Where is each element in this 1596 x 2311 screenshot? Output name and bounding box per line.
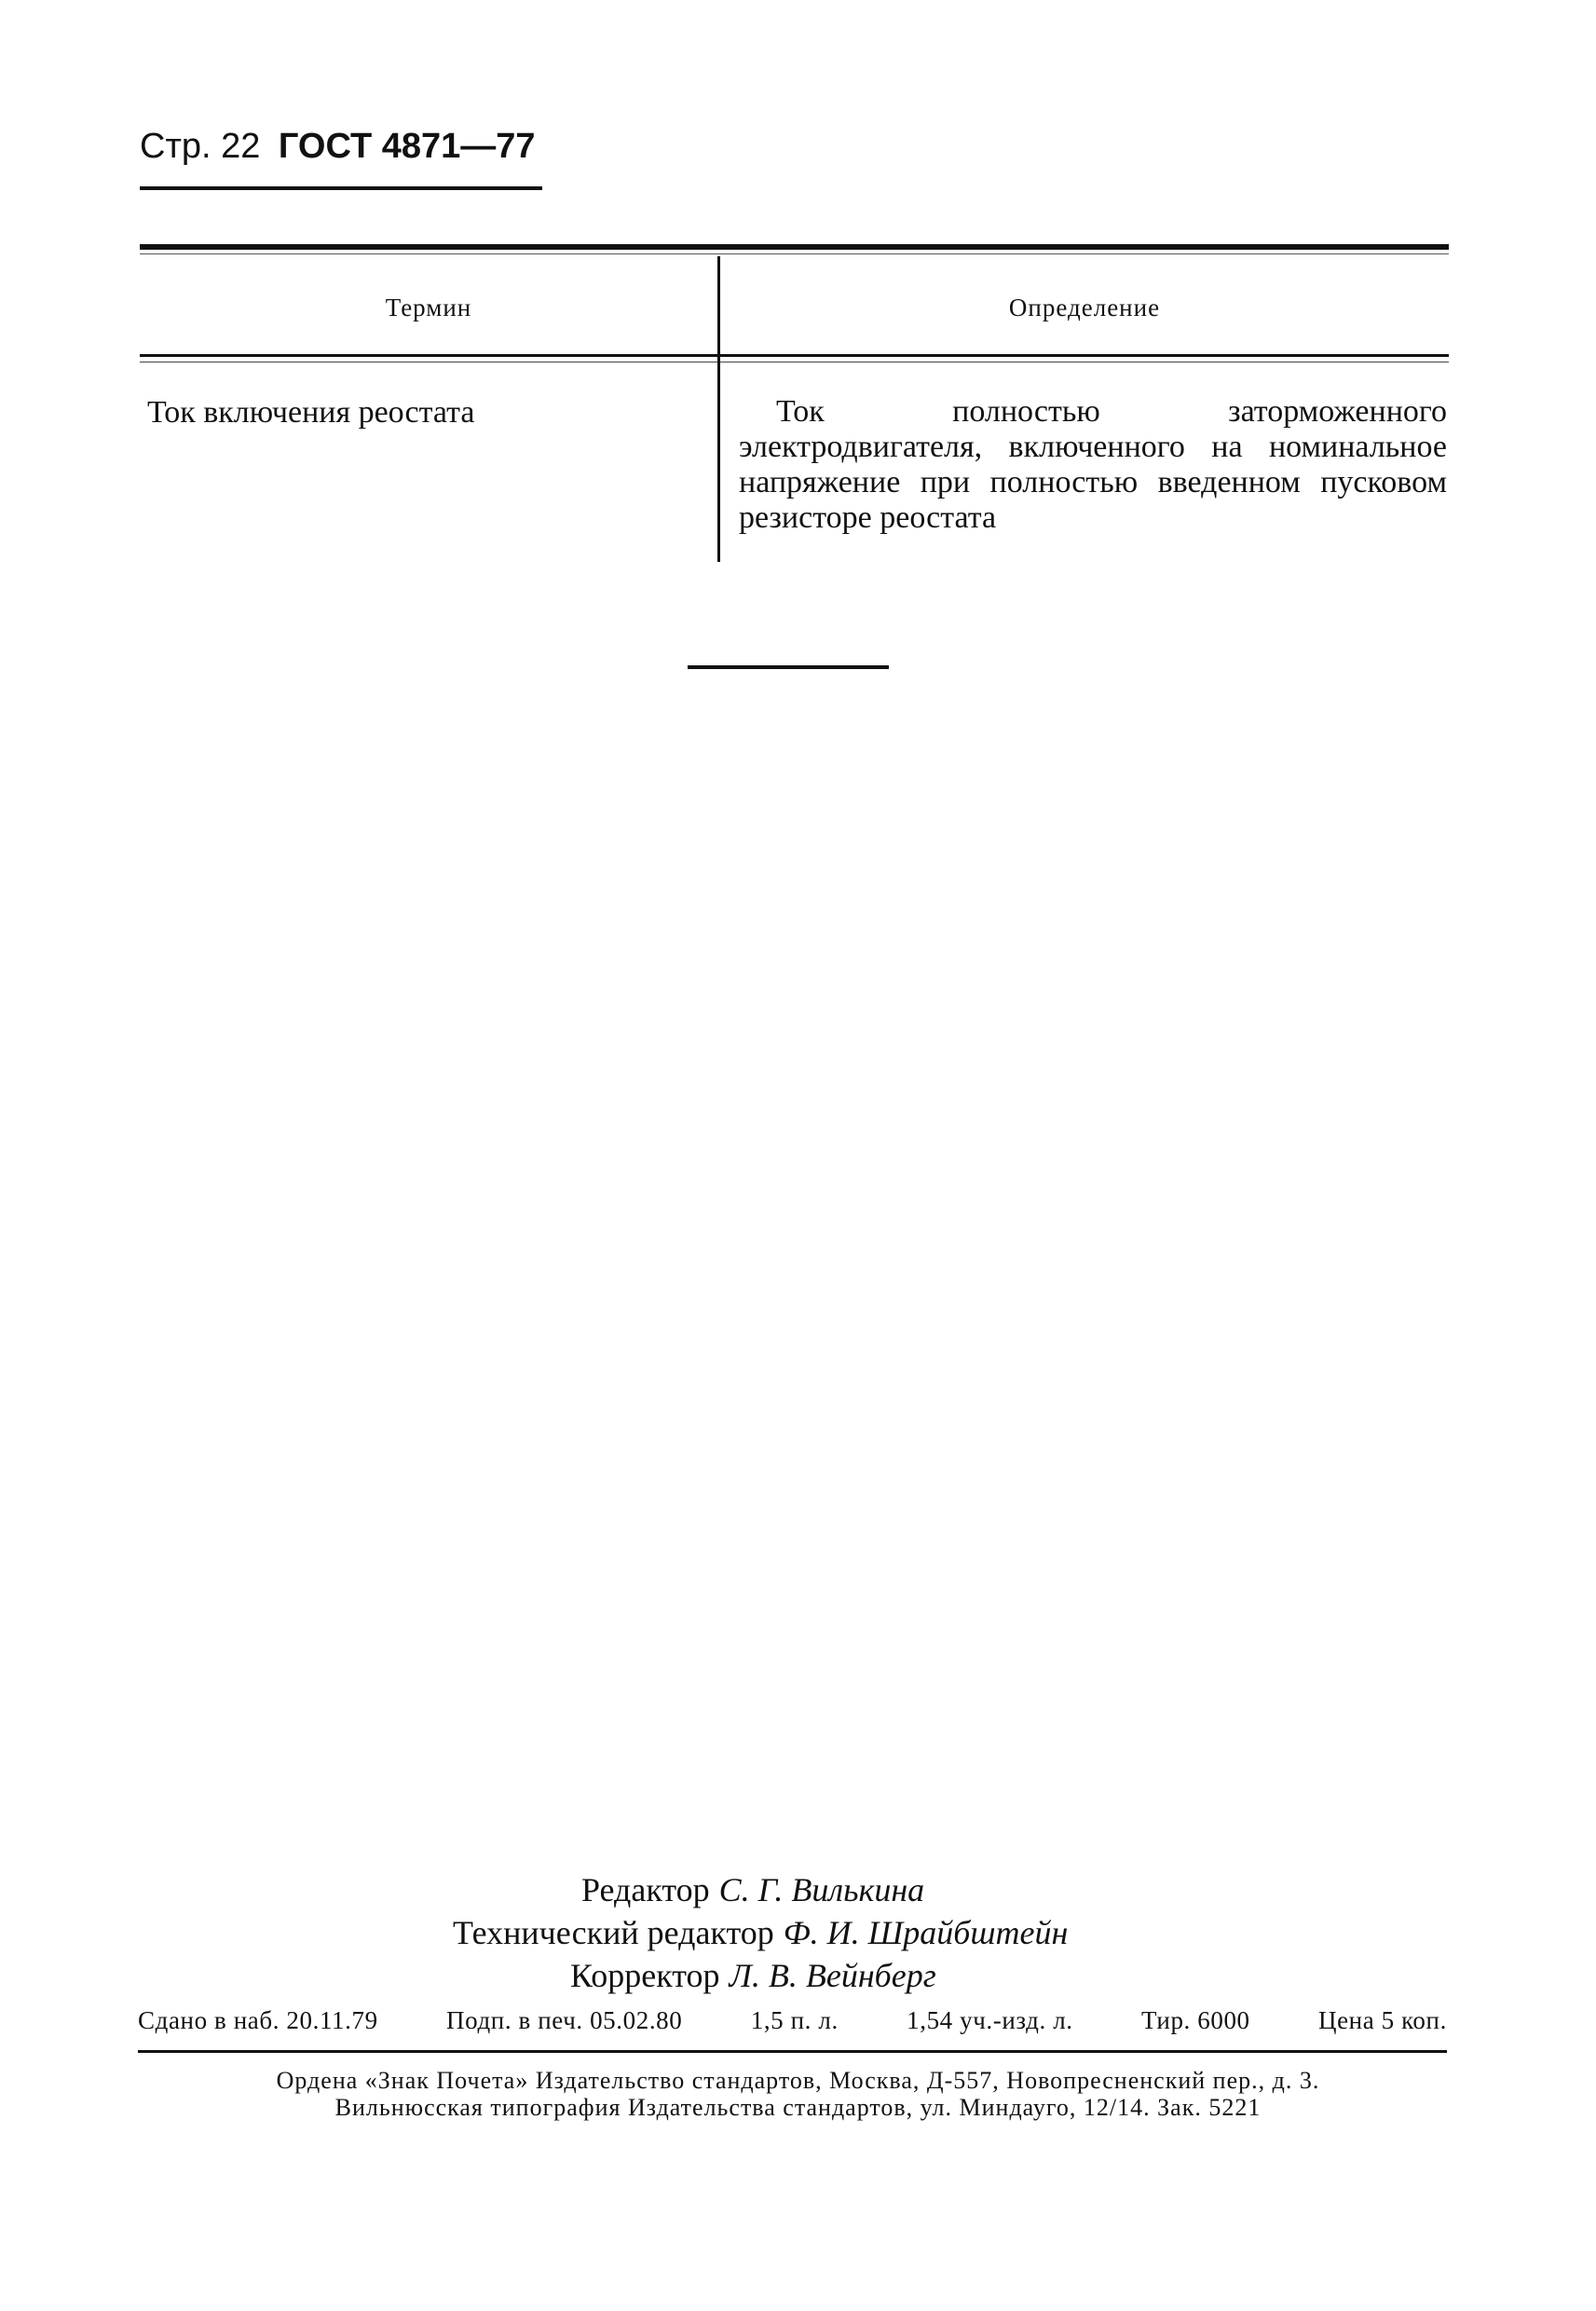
- table-header-rule: [140, 354, 1449, 357]
- page-number: Стр. 22: [140, 127, 261, 166]
- imprint-signed: Подп. в печ. 05.02.80: [446, 2006, 683, 2034]
- imprint-price: Цена 5 коп.: [1317, 2006, 1447, 2034]
- credit-role: Технический редактор: [453, 1914, 774, 1951]
- credit-proofreader: [570, 1954, 936, 1997]
- credit-role: Корректор: [570, 1957, 720, 1994]
- imprint-printer: Вильнюсская типография Издательства стандартов, ул. Миндауго, 12/14. Зак. 5221: [334, 2094, 1262, 2121]
- imprint-rule: [138, 2050, 1447, 2053]
- imprint-sheets: 1,5 п. л.: [750, 2006, 839, 2034]
- section-end-rule: [688, 665, 889, 669]
- imprint-circulation: Тир. 6000: [1140, 2006, 1250, 2034]
- imprint-publisher-sheets: 1,54 уч.-изд. л.: [907, 2006, 1073, 2034]
- column-header-definition: Определение: [1008, 294, 1161, 321]
- imprint-publisher: Ордена «Знак Почета» Издательство стандартов, Москва, Д-557, Новопресненский пер., д. 3.: [276, 2067, 1320, 2094]
- credit-editor: [581, 1868, 924, 1911]
- credit-name: С. Г. Вилькина: [718, 1871, 925, 1908]
- table-top-rule-thin: [140, 253, 1449, 254]
- imprint-print-details: [138, 2006, 1447, 2035]
- definition-cell: Ток полностью заторможенного электродвигателя, включенного на номинальное напряжение при полностью введенном пусковом резисторе реостата: [739, 394, 1447, 535]
- header-underline: [140, 186, 542, 190]
- term-cell: Ток включения реостата: [147, 395, 475, 430]
- table-top-rule: [140, 244, 1449, 250]
- credit-tech-editor: [453, 1911, 1068, 1954]
- imprint-submitted: Сдано в наб. 20.11.79: [138, 2006, 378, 2034]
- credit-name: Ф. И. Шрайбштейн: [783, 1914, 1069, 1951]
- page-header: [140, 129, 536, 164]
- column-header-term: Термин: [385, 294, 472, 321]
- column-divider: [717, 256, 720, 562]
- credit-name: Л. В. Вейнберг: [729, 1957, 936, 1994]
- credit-role: Редактор: [581, 1871, 710, 1908]
- standard-number: ГОСТ 4871—77: [278, 127, 536, 166]
